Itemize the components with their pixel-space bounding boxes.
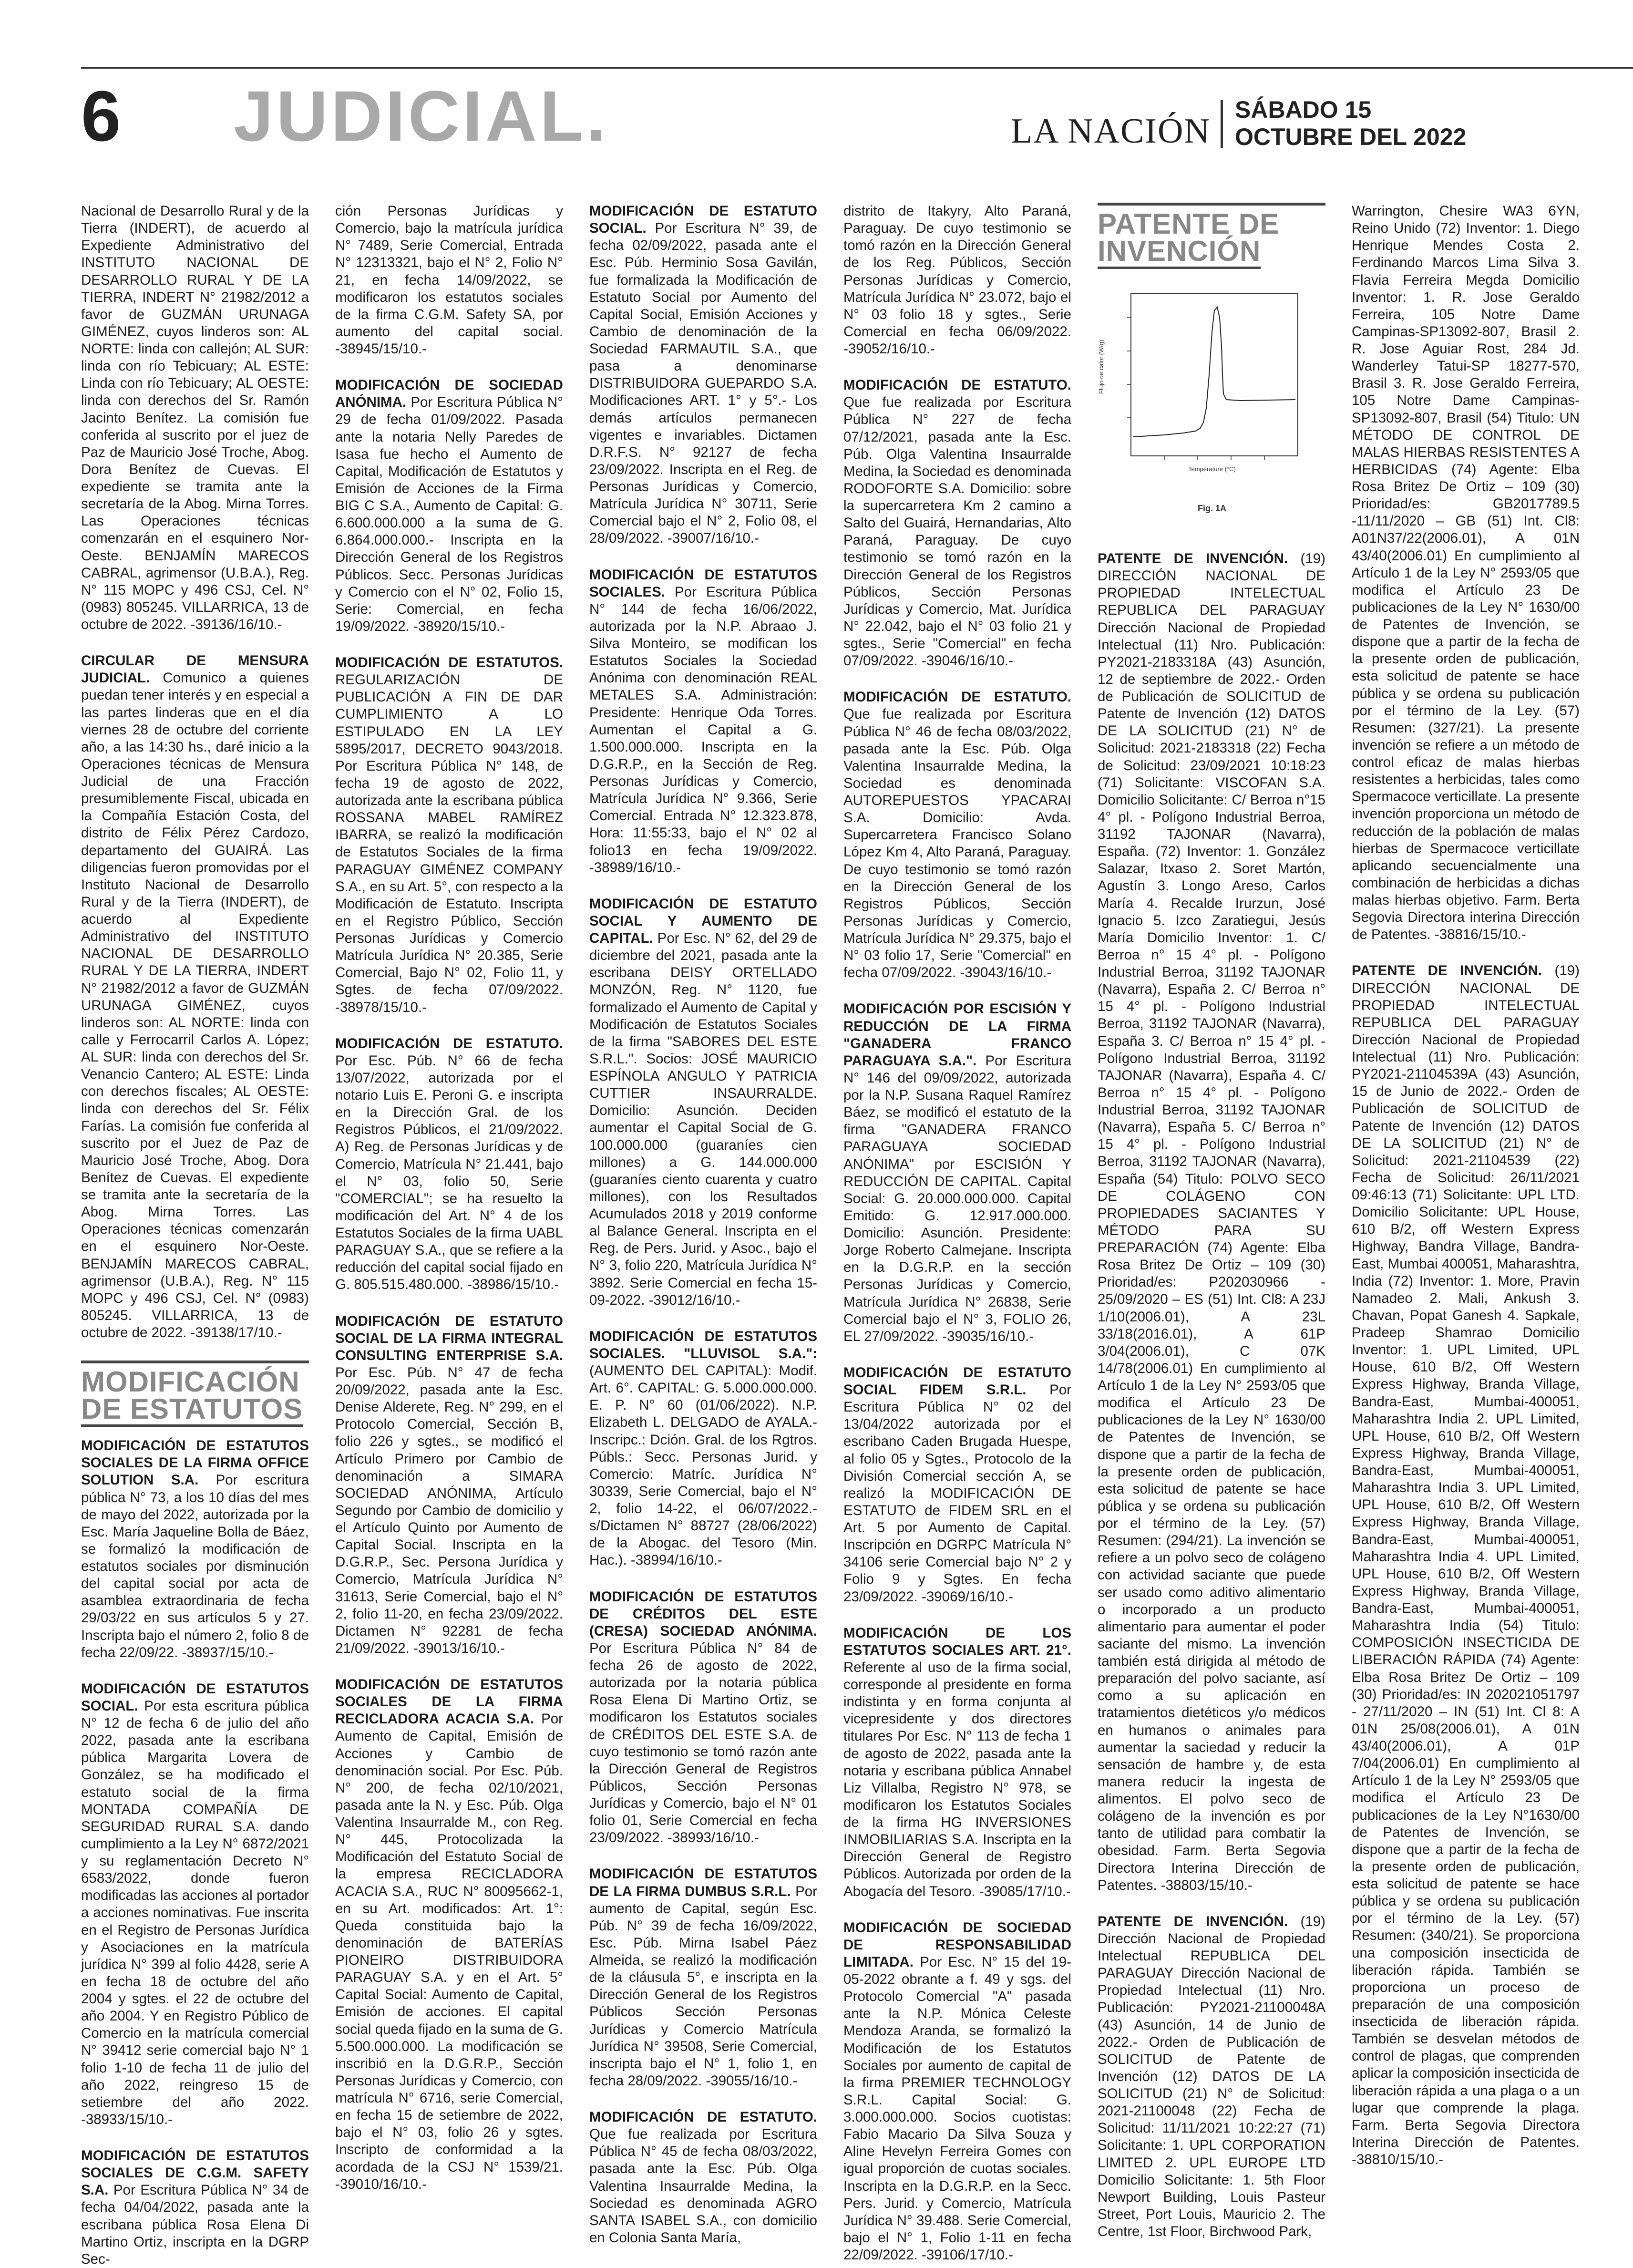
- notice-title: MODIFICACIÓN POR ESCISIÓN Y REDUCCIÓN DE LA FIRMA "GANADERA FRANCO PARAGUAYA S.A.".: [843, 1001, 1071, 1069]
- notice-title: MODIFICACIÓN DE ESTATUTOS.: [335, 655, 563, 670]
- notice: [1098, 550, 1325, 1894]
- figure-caption: Fig. 1A: [1198, 504, 1227, 513]
- notice: [1098, 1913, 1325, 2240]
- date-month-year: OCTUBRE DEL 2022: [1235, 124, 1467, 150]
- notice: [589, 1866, 817, 2090]
- notice-body: REGULARIZACIÓN DE PUBLICACIÓN A FIN DE DAR CUMPLIMIENTO A LO ESTIPULADO EN LA LEY 5895/2017, DECRETO 9043/2018. Por Escritura Pública N° 148, de fecha 19 de agosto de 2022, autorizada ante la escribana pública ROSSANA MABEL RAMÍREZ IBARRA, se realizó la modificación de Estatutos Sociales de la firma PARAGUAY GIMÉNEZ COMPANY S.A., en su Art. 5°, con respecto a la Modificación de Estatuto. Inscripta en el Registro Público, Sección Personas Jurídicas y Comercio Matrícula Jurídica N° 20.385, Serie Comercial, Bajo N° 02, Folio 11, y Sgtes. de fecha 07/09/2022. -38978/15/10.-: [335, 672, 563, 1015]
- notice-body: (19) DIRECCIÓN NACIONAL DE PROPIEDAD INTELECTUAL REPUBLICA DEL PARAGUAY Dirección Nacional de Propiedad Intelectual (11) Nro. Publicación: PY2021-21104539A (43) Asunción, 15 de Junio de 2022.- Orden de Publicación de SOLICITUD de Patente de Invención (12) DATOS DE LA SOLICITUD (21) N° de Solicitud: 2021-21104539 (22) Fecha de Solicitud: 26/11/2021 09:46:13 (71) Solicitante: UPL LTD. Domicilio Solicitante: UPL House, 610 B/2, off Western Express Highway, Bandra Village, Bandra-East, Mumbai 400051, Maharashtra, India (72) Inventor: 1. More, Pravin Namadeo 2. Mali, Ankush 3. Chavan, Popat Ganesh 4. Sapkale, Pradeep Shamrao Domicilio Inventor: 1. UPL Limited, UPL House, 610 B/2, Off Western Express Highway, Branda Village, Bandra-East, Mumbai-400051, Maharashtra India 2. UPL Limited, UPL House, 610 B/2, Off Western Express Highway, Branda Village, Bandra-East, Mumbai-400051, Maharashtra India 3. UPL Limited, UPL House, 610 B/2, Off Western Express Highway, Branda Village, Bandra-East, Mumbai-400051, Maharashtra India 4. UPL Limited, UPL House, 610 B/2, Off Western Express Highway, Branda Village, Bandra-East, Mumbai-400051, Maharashtra India (54) Titulo: COMPOSICIÓN INSECTICIDA DE LIBERACIÓN RÁPIDA (74) Agente: Elba Rosa Britez De Ortiz – 109 (30) Prioridad/es: IN 202021051797 - 27/11/2020 – IN (51) Int. Cl 8: A 01N 25/08(2006.01), A 01N 43/40(2006.01), A 01P 7/04(2006.01) En cumplimiento al Artículo 1 de la Ley N° 2593/05 que modifica el Artículo 23 De publicaciones de la Ley N°1630/00 de Patentes de Invención, se dispone que a partir de la fecha de la presente orden de publicación, esta solicitud de patente se hace pública y se ordena su publicación por el término de la Ley. (57) Resumen: (340/21). Se proporciona una composición insecticida de liberación rápida. También se proporciona un proceso de preparación de una composición insecticida de liberación rápida. También se desvelan métodos de control de plagas, que comprenden aplicar la composición insecticida de liberación rápida a una plaga o a un lugar que comprende la plaga. Farm. Berta Segovia Directora Interina Dirección de Patentes. -38810/15/10.-: [1352, 963, 1580, 2167]
- notice-body: (AUMENTO DEL CAPITAL): Modif. Art. 6°. CAPITAL: G. 5.000.000.000. E. P. N° 60 (01/06/2022). N.P. Elizabeth L. DELGADO de AYALA.- Inscripc.: Dción. Gral. de los Rgtros. Públs.: Secc. Personas Jurid. y Comercio: Matríc. Jurídica N° 30339, Serie Comercial, bajo el N° 2, folio 14-22, el 06/07/2022.- s/Dictamen N° 88727 (28/06/2022) de la Abogac. del Tesoro (Min. Hac.). -38994/16/10.-: [589, 1363, 817, 1568]
- notice: [589, 203, 817, 547]
- notice-title: MODIFICACIÓN DE ESTATUTO SOCIAL Y AUMENTO DE CAPITAL.: [589, 896, 817, 946]
- notice-title: MODIFICACIÓN DE ESTATUTO SOCIAL DE LA FIRMA INTEGRAL CONSULTING ENTERPRISE S.A.: [335, 1313, 563, 1363]
- notice-body: Que fue realizada por Escritura Pública N° 227 de fecha 07/12/2021, pasada ante la Esc. Púb. Olga Valentina Insaurralde Medina, la Sociedad es denominada RODOFORTE S.A. Domicilio: sobre la supercarretera Km 2 camino a Salto del Guairá, Hernandarias, Alto Paraná, Paraguay. De cuyo testimonio se tomó razón en la Dirección General de los Registros Públicos, Sección Personas Jurídicas y Comercio, Mat. Jurídica N° 22.042, bajo el N° 03 folio 21 y sgtes., Serie "Comercial" en fecha 07/09/2022. -39046/16/10.-: [843, 394, 1071, 669]
- column-3: [589, 203, 817, 2246]
- notice-title: MODIFICACIÓN DE LOS ESTATUTOS SOCIALES ART. 21°.: [843, 1625, 1071, 1658]
- section-header-line: PATENTE DE: [1098, 208, 1280, 240]
- plot-frame: [1131, 294, 1298, 456]
- notice: [589, 567, 817, 876]
- notice: [589, 896, 817, 1309]
- notice: [335, 654, 563, 1016]
- notice-text: Nacional de Desarrollo Rural y de la Tierra (INDERT), de acuerdo al Expediente Administrativo del INSTITUTO NACIONAL DE DESARROLLO RURAL Y DE LA TIERRA, INDERT N° 21982/2012 a favor de GUZMÁN URUNAGA GIMÉNEZ, cuyos linderos son: AL NORTE: linda con callejón; AL SUR: linda con río Tebicuary; AL ESTE: Linda con río Tebicuary; AL OESTE: linda con derechos del Sr. Ramón Jacinto Benítez. La comisión fue conferida al suscrito por el juez de Paz de Mauricio José Troche, Abog. Dora Benítez de Cuevas. El expediente se tramita ante la secretaría de la Abog. Mirna Torres. Las Operaciones técnicas comenzarán en el esquinero Nor-Oeste. BENJAMÍN MARECOS CABRAL, agrimensor (U.B.A.), Reg. N° 115 MOPC y 496 CSJ, Cel. N° (0983) 805245. VILLARRICA, 13 de octubre de 2022. -39136/16/10.-: [81, 203, 309, 632]
- notice-body: Por Escritura Pública N° 29 de fecha 01/09/2022. Pasada ante la notaria Nelly Paredes de Isasa fue hecho el Aumento de Capital, Modificación de Estatutos y Emisión de Acciones de la Firma BIG C S.A., Aumento de Capital: G. 6.600.000.000 a la suma de G. 6.864.000.000.- Inscripta en la Dirección General de los Registros Públicos. Secc. Personas Jurídicas y Comercio con el N° 02, Folio 15, Serie: Comercial, en fecha 19/09/2022. -38920/15/10.-: [335, 394, 563, 634]
- notice-body: Por escritura pública N° 73, a los 10 días del mes de mayo del 2022, autorizada por la Esc. María Jaqueline Bolla de Báez, se formalizó la modificación de estatutos sociales por disminución del capital social por acta de asamblea extraordinaria de fecha 29/03/22 en sus artículos 5 y 27. Inscripta bajo el número 2, folio 8 de fecha 22/09/22. -38937/15/10.-: [81, 1472, 309, 1660]
- column-5: [1098, 203, 1325, 2239]
- section-title: JUDICIAL.: [234, 76, 609, 156]
- notice: [843, 377, 1071, 670]
- notice-title: MODIFICACIÓN DE ESTATUTO.: [589, 2109, 817, 2125]
- column-4: [843, 203, 1071, 2263]
- notice-body: Por Esc. Púb. N° 66 de fecha 13/07/2022, autorizada por el notario Luis E. Peroni G. e inscripta en la Dirección Gral. de los Registros Públicos, el 21/09/2022. A) Reg. de Personas Jurídicas y de Comercio, Matrícula N° 21.441, bajo el N° 03, folio 50, Serie "COMERCIAL"; se ha resuelto la modificación del Art. N° 4 de los Estatutos Sociales de la firma UABL PARAGUAY S.A., que se refiere a la reducción del capital social fijado en G. 805.515.480.000. -38986/15/10.-: [335, 1052, 563, 1293]
- notice-title: MODIFICACIÓN DE ESTATUTOS DE LA FIRMA DUMBUS S.R.L.: [589, 1866, 817, 1899]
- notice-title: MODIFICACIÓN DE ESTATUTOS SOCIALES DE LA FIRMA RECICLADORA ACACIA S.A.: [335, 1677, 563, 1727]
- notice-body: Por Esc. Púb. N° 47 de fecha 20/09/2022, pasada ante la Esc. Denise Alderete, Reg. N° 299, en el Protocolo Comercial, Sección B, folio 226 y sgtes., se modificó el Artículo Primero por Cambio de denominación a SIMARA SOCIEDAD ANÓNIMA, Artículo Segundo por Cambio de domicilio y el Artículo Quinto por Aumento de Capital Social. Inscripta en la D.G.R.P., Sec. Persona Jurídica y Comercio, Matrícula Jurídica N° 31613, Serie Comercial, bajo el N° 2, folio 11-20, en fecha 23/09/2022. Dictamen N° 92281 de fecha 21/09/2022. -39013/16/10.-: [335, 1364, 563, 1656]
- notice-body: Por Aumento de Capital, Emisión de Acciones y Cambio de denominación social. Por Esc. Púb. N° 200, de fecha 02/10/2021, pasada ante la N. y Esc. Púb. Olga Valentina Insaurralde M., con Reg. N° 445, Protocolizada la Modificación del Estatuto Social de la empresa RECICLADORA ACACIA S.A., RUC N° 80095662-1, en su Art. modificados: Art. 1°: Queda constituida bajo la denominación de BATERÍAS PIONEIRO DISTRIBUIDORA PARAGUAY S.A. y en el Art. 5° Capital Social: Aumento de Capital, Emisión de acciones. El capital social queda fijado en la suma de G. 5.500.000.000. La modificación se inscribió en la D.G.R.P., Sección Personas Jurídicas y Comercio, con matrícula N° 6716, serie Comercial, en fecha 15 de setiembre de 2022, bajo el N° 03, folio 26 y sgtes. Inscripto de conformidad a la acordada de la CSJ N° 1539/21. -39010/16/10.-: [335, 1711, 563, 2192]
- notice-body: Por aumento de Capital, según Esc. Púb. N° 39 de fecha 16/09/2022, Esc. Púb. Mirna Isabel Páez Almeida, se realizó la modificación de la cláusula 5°, e inscripta en la Dirección General de los Registros Públicos Sección Personas Jurídicas y Comercio Matrícula Jurídica N° 39508, Serie Comercial, inscripta bajo el N° 1, folio 1, en fecha 28/09/2022. -39055/16/10.-: [589, 1883, 817, 2089]
- newspaper-name: LA NACIÓN: [1011, 112, 1211, 151]
- notice-title: MODIFICACIÓN DE ESTATUTOS SOCIAL.: [81, 1680, 309, 1714]
- notice: [335, 1313, 563, 1658]
- notice-body: Que fue realizada por Escritura Pública N° 45 de fecha 08/03/2022, pasada ante la Esc. Púb. Olga Valentina Insaurralde Medina, la Sociedad es denominada AGRO SANTA ISABEL S.A., con domicilio en Colonia Santa María,: [589, 2126, 817, 2246]
- notice-body: Por Esc. N° 62, del 29 de diciembre del 2021, pasada ante la escribana DEISY ORTELLADO MONZÓN, Reg. N° 1120, fue formalizado el Aumento de Capital y Modificación de Estatutos Sociales de la firma "SABORES DEL ESTE S.R.L.". Socios: JOSÉ MAURICIO ESPÍNOLA ANGULO Y PATRICIA CUTTIER INSAURRALDE. Domicilio: Asunción. Deciden aumentar el Capital Social de G. 100.000.000 (guaraníes cien millones) a G. 144.000.000 (guaraníes ciento cuarenta y cuatro millones), con los Resultados Acumulados 2018 y 2019 conforme al Balance General. Inscripta en el Reg. de Pers. Jurid. y Asoc., bajo el N° 3, folio 220, Matrícula Jurídica N° 3892. Serie Comercial en fecha 15-09-2022. -39012/16/10.-: [589, 930, 817, 1308]
- notice: [589, 1328, 817, 1569]
- notice-title: MODIFICACIÓN DE ESTATUTO SOCIAL.: [589, 203, 817, 237]
- notice-title: MODIFICACIÓN DE ESTATUTOS DE CRÉDITOS DEL ESTE (CRESA) SOCIEDAD ANÓNIMA.: [589, 1588, 817, 1639]
- header-divider: [1221, 100, 1223, 148]
- thermogram-curve: [1133, 307, 1295, 437]
- section-header-line: MODIFICACIÓN: [81, 1366, 300, 1398]
- column-1: [81, 203, 309, 2267]
- notice-title: CIRCULAR DE MENSURA JUDICIAL.: [81, 653, 309, 686]
- notice-text: Warrington, Chesire WA3 6YN, Reino Unido (72) Inventor: 1. Diego Henrique Mendes Costa 2. Ferdinando Marcos Lima Silva 3. Flavia Ferreira Megda Domicilio Inventor: 1. R. Jose Geraldo Ferreira, 105 Notre Dame Campinas-SP13092-807, Brasil 2. R. Jose Aguiar Rost, 284 Jd. Wanderley Tatui-SP 18277-570, Brasil 3. R. Jose Geraldo Ferreira, 105 Notre Dame Campinas-SP13092-807, Brasil (54) Titulo: UN MÉTODO DE CONTROL DE MALAS HIERBAS RESISTENTES A HERBICIDAS (74) Agente: Elba Rosa Britez De Ortiz – 109 (30) Prioridad/es: GB2017789.5 -11/11/2020 – GB (51) Int. Cl8: A01N37/22(2006.01), A 01N 43/40(2006.01) En cumplimiento al Artículo 1 de la Ley N° 2593/05 que modifica el Artículo 23 De publicaciones de la Ley N° 1630/00 de Patentes de Invención, se dispone que a partir de la fecha de la presente orden de publicación, esta solicitud de patente se hace pública y se ordena su publicación por el término de la Ley. (57) Resumen: (327/21). La presente invención se refiere a un método de control eficaz de malas hierbas resistentes a herbicidas, tales como Spermacoce verticillate. La presente invención proporciona un método de reducción de la población de malas hierbas de Spermacoce verticillate aplicando secuencialmente una combinación de herbicidas a dichas malas hierbas objetivo. Farm. Berta Segovia Directora interina Dirección de Patentes. -38816/15/10.-: [1352, 203, 1580, 943]
- notice-body: Por Escritura Pública N° 34 de fecha 04/04/2022, pasada ante la escribana pública Rosa Elena Di Martino Ortiz, inscripta en la DGRP Sec-: [81, 2182, 309, 2267]
- notice-text: distrito de Itakyry, Alto Paraná, Paraguay. De cuyo testimonio se tomó razón en la Dirección General de los Reg. Públicos, Sección Personas Jurídicas y Comercio, Matrícula Jurídica N° 23.072, bajo el N° 03 folio 18 y sgtes., Serie Comercial en fecha 06/09/2022. -39052/16/10.-: [843, 203, 1071, 357]
- notice-body: Por Escritura Pública N° 02 del 13/04/2022 autorizada por el escribano Caden Brugada Huespe, al folio 05 y Sgtes., Protocolo de la División Comercial sección A, se realizó la MODIFICACIÓN DE ESTATUTO de FIDEM SRL en el Art. 5 por Aumento de Capital. Inscripción en DGRPC Matrícula N° 34106 serie Comercial bajo N° 2 y Folio 9 y Sgtes. En fecha 23/09/2022. -39069/16/10.-: [843, 1382, 1071, 1605]
- notice-title: MODIFICACIÓN DE ESTATUTO.: [843, 689, 1071, 705]
- page-number: 6: [81, 76, 121, 156]
- notice: [81, 2147, 309, 2268]
- notice: [335, 1676, 563, 2193]
- notice-body: Por Esc. N° 15 del 19-05-2022 obrante a f. 49 y sgs. del Protocolo Comercial "A" pasada ante la N.P. Mónica Celeste Mendoza Aranda, se formalizó la Modificación de los Estatutos Sociales por aumento de capital de la firma PREMIER TECHNOLOGY S.R.L. Capital Social: G. 3.000.000.000. Socios cuotistas: Fabio Macario Da Silva Souza y Aline Hevelyn Ferreira Gomes con igual proporción de cuotas sociales. Inscripta en la D.G.R.P. en la Secc. Pers. Jurid. y Comercio, Matrícula Jurídica N° 39.488. Serie Comercial, bajo el N° 1, Folio 1-11 en fecha 22/09/2022. -39106/17/10.-: [843, 1954, 1071, 2263]
- notice: [589, 2109, 817, 2247]
- notice-text: ción Personas Jurídicas y Comercio, bajo la matrícula jurídica N° 7489, Serie Comercial, Entrada N° 12313321, bajo el N° 2, Folio N° 21, en fecha 14/09/2022, se modificaron los estatutos sociales de la firma C.G.M. Safety SA, por aumento del capital social. -38945/15/10.-: [335, 203, 563, 357]
- section-header-line: INVENCIÓN: [1098, 237, 1261, 269]
- notice: [589, 1588, 817, 1847]
- column-2: [335, 203, 563, 2192]
- notice: [335, 377, 563, 635]
- notice: [843, 1000, 1071, 1345]
- notice-body: (19) DIRECCIÓN NACIONAL DE PROPIEDAD INTELECTUAL REPUBLICA DEL PARAGUAY Dirección Nacional de Propiedad Intelectual (11) Nro. Publicación: PY2021-2183318A (43) Asunción, 12 de septiembre de 2022.- Orden de Publicación de SOLICITUD de Patente de Invención (12) DATOS DE LA SOLICITUD (21) N° de Solicitud: 2021-2183318 (22) Fecha de Solicitud: 23/09/2021 10:18:23 (71) Solicitante: VISCOFAN S.A. Domicilio Solicitante: C/ Berroa n°15 4° pl. - Polígono Industrial Berroa, 31192 TAJONAR (Navarra), España. (72) Inventor: 1. González Salazar, Itxaso 2. Soret Martón, Agustín 3. Longo Areso, Carlos María 4. Recalde Irurzun, José Ignacio 5. Izco Zaratiegui, Jesús María Domicilio Inventor: 1. C/ Berroa n° 15 4° pl. - Polígono Industrial Berroa, 31192 TAJONAR (Navarra), España 2. C/ Berroa n° 15 4° pl. - Polígono Industrial Berroa, 31192 TAJONAR (Navarra), España 3. C/ Berroa n° 15 4° pl. - Polígono Industrial Berroa, 31192 TAJONAR (Navarra), España 4. C/ Berroa n° 15 4° pl. - Polígono Industrial Berroa, 31192 TAJONAR (Navarra), España 5. C/ Berroa n° 15 4° pl. - Polígono Industrial Berroa, 31192 TAJONAR (Navarra), España (54) Titulo: POLVO SECO DE COLÁGENO CON PROPIEDADES SACIANTES Y MÉTODO PARA SU PREPARACIÓN (74) Agente: Elba Rosa Britez De Ortiz – 109 (30) Prioridad/es: P202030966 - 25/09/2020 – ES (51) Int. Cl8: A 23J 1/10(2006.01), A 23L 33/18(2016.01), A 61P 3/04(2006.01), C 07K 14/78(2006.01) En cumplimiento al Artículo 1 de la Ley N° 2593/05 que modifica el Artículo 23 De publicaciones de la Ley N° 1630/00 de Patentes de Invención, se dispone que a partir de la fecha de la presente orden de publicación, esta solicitud de patente se hace pública y se ordena su publicación por el término de la Ley. (57) Resumen: (294/21). La invención se refiere a un polvo seco de colágeno con actividad saciante que puede ser usado como aditivo alimentario o incorporado a un producto alimentario para aumentar el poder saciante del mismo. La invención también está dirigida al método de preparación del polvo saciante, así como a su aplicación en tratamientos dietéticos y/o médicos en humanos o animales para aumentar la saciedad y reducir la sensación de hambre y, de esta manera reducir la ingesta de alimentos. El polvo seco de colágeno de la invención es por tanto de utilidad para combatir la obesidad. Farm. Berta Segovia Directora Interina Dirección de Patentes. -38803/15/10.-: [1098, 551, 1325, 1893]
- top-rule: [81, 67, 1633, 69]
- section-header-line: DE ESTATUTOS: [81, 1395, 303, 1427]
- notice-title: MODIFICACIÓN DE ESTATUTO.: [843, 377, 1071, 393]
- notice-body: Comunico a quienes puedan tener interés y en especial a las partes linderas que en el día viernes 28 de octubre del corriente año, a las 14:30 hs., daré inicio a la Operaciones técnicas de Mensura Judicial de una Fracción presumiblemente Fiscal, ubicada en la Compañía Estación Costa, del distrito de Félix Pérez Cardozo, departamento del GUAIRÁ. Las diligencias fueron promovidas por el Instituto Nacional de Desarrollo Rural y de la Tierra (INDERT), de acuerdo al Expediente Administrativo del INSTITUTO NACIONAL DE DESARROLLO RURAL Y DE LA TIERRA, INDERT N° 21982/2012 a favor de GUZMÁN URUNAGA GIMÉNEZ, cuyos linderos son: AL NORTE: linda con calle y Ferrocarril Carlos A. López; AL SUR: linda con derechos del Sr. Venancio Cantero; AL ESTE: Linda con derechos fiscales; AL OESTE: linda con derechos del Sr. Félix Farías. La comisión fue conferida al suscrito por el Juez de Paz de Mauricio José Troche, Abog. Dora Benítez de Cuevas. El expediente se tramita ante la secretaría de la Abog. Mirna Torres. Las Operaciones técnicas comenzarán en el esquinero Nor-Oeste. BENJAMÍN MARECOS CABRAL, agrimensor (U.B.A.), Reg. N° 115 MOPC y 496 CSJ, Cel. N° (0983) 805245. VILLARRICA, 13 de octubre de 2022. -39138/17/10.-: [81, 670, 309, 1340]
- notice-body: Por Escritura Pública N° 144 de fecha 16/06/2022, autorizada por la N.P. Abraao J. Silva Monteiro, se modifican los Estatutos Sociales la Sociedad Anónima con denominación REAL METALES S.A. Administración: Presidente: Henrique Oda Torres. Aumentan el Capital a G. 1.500.000.000. Inscripta en la D.G.R.P., en la Sección de Reg. Personas Jurídicas y Comercio, Matrícula Jurídica N° 9.366, Serie Comercial. Entrada N° 12.323.878, Hora: 11:55:33, bajo el N° 02 al folio13 en fecha 19/09/2022. -38989/16/10.-: [589, 584, 817, 876]
- axis-ticks: [1127, 318, 1264, 460]
- figure-y-label: Flujo de calor (W/g): [1098, 340, 1105, 394]
- notice-body: Por esta escritura pública N° 12 de fecha 6 de julio del año 2022, pasada ante la escribana pública Margarita Lovera de González, se ha modificado el estatuto social de la firma MONTADA COMPAÑÍA DE SEGURIDAD RURAL S.A. dando cumplimiento a la Ley N° 6872/2021 y su reglamentación Decreto N° 6583/2022, donde fueron modificadas las acciones al portador a acciones nominativas. Fue inscrita en el Registro de Personas Jurídica y Asociaciones en la matrícula jurídica N° 399 al folio 4428, serie A en fecha 18 de octubre del año 2004 y sgtes. el 22 de octubre del año 2004. Y en Registro Público de Comercio en la matrícula comercial N° 39412 serie comercial bajo N° 1 folio 1-10 de fecha 11 de julio del año 2022, reingreso 15 de setiembre del año 2022. -38933/15/10.-: [81, 1698, 309, 2127]
- notice-body: Referente al uso de la firma social, corresponde al presidente en forma indistinta y en forma conjunta al vicepresidente y dos directores titulares Por Esc. N° 113 de fecha 1 de agosto de 2022, pasada ante la notaria y escribana pública Annabel Liz Villalba, Registro N° 978, se modificaron los Estatutos Sociales de la firma HG INVERSIONES INMOBILIARIAS S.A. Inscripta en la Dirección General de Registro Públicos. Autorizada por orden de la Abogacía del Tesoro. -39085/17/10.-: [843, 1659, 1071, 1899]
- notice-title: MODIFICACIÓN DE ESTATUTOS SOCIALES DE C.G.M. SAFETY S.A.: [81, 2148, 309, 2198]
- notice-title: MODIFICACIÓN DE SOCIEDAD ANÓNIMA.: [335, 377, 563, 411]
- notice: [81, 1437, 309, 1661]
- notice: [843, 1919, 1071, 2264]
- notice-body: Por Escritura Pública N° 84 de fecha 26 de agosto de 2022, autorizada por la notaria pública Rosa Elena Di Martino Ortiz, se modificaron los Estatutos sociales de CRÉDITOS DEL ESTE S.A. de cuyo testimonio se tomó razón ante la Dirección General de Registros Públicos, Sección Personas Jurídicas y Comercio, bajo el N° 01 folio 01, Serie Comercial en fecha 23/09/2022. -38993/16/10.-: [589, 1640, 817, 1846]
- notice: [1352, 962, 1580, 2168]
- notice-body: Por Escritura N° 39, de fecha 02/09/2022, pasada ante el Esc. Púb. Herminio Sosa Gavilán, fue formalizada la Modificación de Estatuto Social por Aumento del Capital Social, Emisión Acciones y Cambio de denominación de la Sociedad FARMAUTIL S.A., que pasa a denominarse DISTRIBUIDORA GUEPARDO S.A. Modificaciones ART. 1° y 5°.- Los demás artículos permanecen vigentes e invariables. Dictamen D.R.F.S. N° 92127 de fecha 23/09/2022. Inscripta en el Reg. de Personas Jurídicas y Comercio, Matrícula Jurídica N° 30711, Serie Comercial bajo el N° 2, Folio 08, el 28/09/2022. -39007/16/10.-: [589, 220, 817, 546]
- notice-title: PATENTE DE INVENCIÓN.: [1098, 551, 1288, 567]
- notice-title: MODIFICACIÓN DE ESTATUTOS SOCIALES. "LLUVISOL S.A.":: [589, 1328, 817, 1361]
- notice-title: MODIFICACIÓN DE ESTATUTO.: [335, 1035, 563, 1052]
- notice: [335, 1035, 563, 1294]
- column-6: [1352, 203, 1580, 2167]
- notice: [81, 652, 309, 1341]
- notice-title: MODIFICACIÓN DE ESTATUTOS SOCIALES DE LA FIRMA OFFICE SOLUTION S.A.: [81, 1438, 309, 1488]
- notice-title: MODIFICACIÓN DE SOCIEDAD DE RESPONSABILIDAD LIMITADA.: [843, 1919, 1071, 1970]
- notice: [843, 689, 1071, 981]
- notice-body: Que fue realizada por Escritura Pública N° 46 de fecha 08/03/2022, pasada ante la Esc. Púb. Olga Valentina Insaurralde Medina, la Sociedad es denominada AUTOREPUESTOS YPACARAI S.A. Domicilio: Avda. Supercarretera Francisco Solano López Km 4, Alto Paraná, Paraguay. De cuyo testimonio se tomó razón en la Dirección General de los Registros Públicos, Sección Personas Jurídicas y Comercio, Matrícula Jurídica N° 29.375, bajo el N° 03 folio 17, Serie "Comercial" en fecha 07/09/2022. -39043/16/10.-: [843, 706, 1071, 981]
- section-header-modificacion: [81, 1361, 309, 1427]
- notice-title: MODIFICACIÓN DE ESTATUTOS SOCIALES.: [589, 567, 817, 600]
- notice-body: (19) Dirección Nacional de Propiedad Intelectual REPUBLICA DEL PARAGUAY Dirección Nacional de Propiedad Intelectual (11) Nro. Publicación: PY2021-21100048A (43) Asunción, 14 de Junio de 2022.- Orden de Publicación de SOLICITUD de Patente de Invención (12) DATOS DE LA SOLICITUD (21) N° de Solicitud: 2021-21100048 (22) Fecha de Solicitud: 11/11/2021 10:22:27 (71) Solicitante: 1. UPL CORPORATION LIMITED 2. UPL EUROPE LTD Domicilio Solicitante: 1. 5th Floor Newport Building, Louis Pasteur Street, Port Louis, Mauricio 2. The Centre, 1st Floor, Birchwood Park,: [1098, 1913, 1325, 2239]
- notice-title: PATENTE DE INVENCIÓN.: [1098, 1913, 1288, 1929]
- notice: [843, 1625, 1071, 1900]
- date-day: SÁBADO 15: [1235, 96, 1372, 123]
- figure-x-label: Temperature (°C): [1188, 465, 1236, 473]
- notice-body: Por Escritura N° 146 del 09/09/2022, autorizada por la N.P. Susana Raquel Ramírez Báez, se modificó el estatuto de la firma "GANADERA FRANCO PARAGUAYA SOCIEDAD ANÓNIMA" por ESCISIÓN Y REDUCCIÓN DE CAPITAL. Capital Social: G. 20.000.000.000. Capital Emitido: G. 12.917.000.000. Domicilio: Asunción. Presidente: Jorge Roberto Calmejane. Inscripta en la D.G.R.P. en la sección Personas Jurídicas y Comercio, Matrícula Jurídica N° 26838, Serie Comercial bajo el N° 3, FOLIO 26, EL 27/09/2022. -39035/16/10.-: [843, 1052, 1071, 1344]
- notice: [843, 1364, 1071, 1606]
- notice: [81, 1680, 309, 2128]
- notice-title: MODIFICACIÓN DE ESTATUTO SOCIAL FIDEM S.R.L.: [843, 1364, 1071, 1398]
- patent-figure: [1098, 279, 1345, 537]
- section-header-patente: [1098, 203, 1325, 269]
- notice-title: PATENTE DE INVENCIÓN.: [1352, 963, 1542, 979]
